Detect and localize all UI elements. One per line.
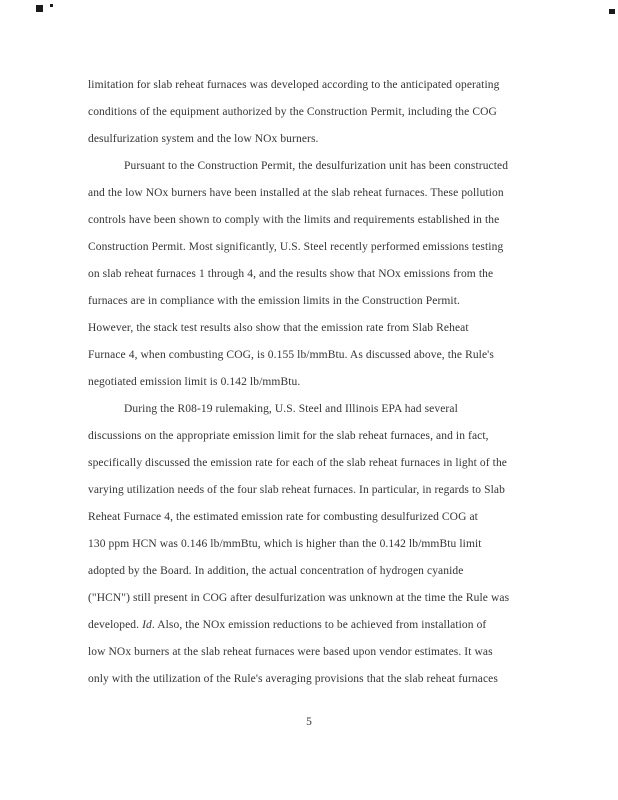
text-block <box>88 72 548 693</box>
text-line: varying utilization needs of the four slab reheat furnaces. In particular, in regards to Slab <box>88 484 505 496</box>
text-line: conditions of the equipment authorized by the Construction Permit, including the COG <box>88 106 497 118</box>
text-line: limitation for slab reheat furnaces was developed according to the anticipated operating <box>88 79 500 91</box>
text-line: specifically discussed the emission rate for each of the slab reheat furnaces in light of the <box>88 457 507 469</box>
text-line: controls have been shown to comply with the limits and requirements established in the <box>88 214 500 226</box>
text-line <box>88 612 548 639</box>
text-line: only with the utilization of the Rule's averaging provisions that the slab reheat furnaces <box>88 673 498 685</box>
scan-artifact <box>50 4 53 7</box>
text-segment: . Also, the NOx emission reductions to be achieved from installation of <box>151 619 487 631</box>
citation-italic: Id <box>142 619 152 631</box>
text-line: Reheat Furnace 4, the estimated emission rate for combusting desulfurized COG at <box>88 511 478 523</box>
text-line: Construction Permit. Most significantly, U.S. Steel recently performed emissions testing <box>88 241 504 253</box>
text-line: adopted by the Board. In addition, the actual concentration of hydrogen cyanide <box>88 565 464 577</box>
text-line: desulfurization system and the low NOx burners. <box>88 133 319 145</box>
text-line: discussions on the appropriate emission limit for the slab reheat furnaces, and in fact, <box>88 430 489 442</box>
text-line: Furnace 4, when combusting COG, is 0.155 lb/mmBtu. As discussed above, the Rule's <box>88 349 494 361</box>
text-line: on slab reheat furnaces 1 through 4, and the results show that NOx emissions from the <box>88 268 494 280</box>
page-number: 5 <box>306 716 312 728</box>
text-line: 130 ppm HCN was 0.146 lb/mmBtu, which is higher than the 0.142 lb/mmBtu limit <box>88 538 482 550</box>
text-line: Pursuant to the Construction Permit, the desulfurization unit has been constructed <box>124 160 509 172</box>
text-line: low NOx burners at the slab reheat furnaces were based upon vendor estimates. It was <box>88 646 493 658</box>
text-line: negotiated emission limit is 0.142 lb/mmBtu. <box>88 376 301 388</box>
text-line: However, the stack test results also show that the emission rate from Slab Reheat <box>88 322 469 334</box>
scan-artifact <box>609 9 615 14</box>
text-line: ("HCN") still present in COG after desulfurization was unknown at the time the Rule was <box>88 592 510 604</box>
scan-artifact <box>36 5 43 12</box>
text-line: and the low NOx burners have been installed at the slab reheat furnaces. These pollution <box>88 187 504 199</box>
text-line: During the R08-19 rulemaking, U.S. Steel and Illinois EPA had several <box>124 403 458 415</box>
text-line: furnaces are in compliance with the emission limits in the Construction Permit. <box>88 295 460 307</box>
text-segment: developed. <box>88 619 143 631</box>
